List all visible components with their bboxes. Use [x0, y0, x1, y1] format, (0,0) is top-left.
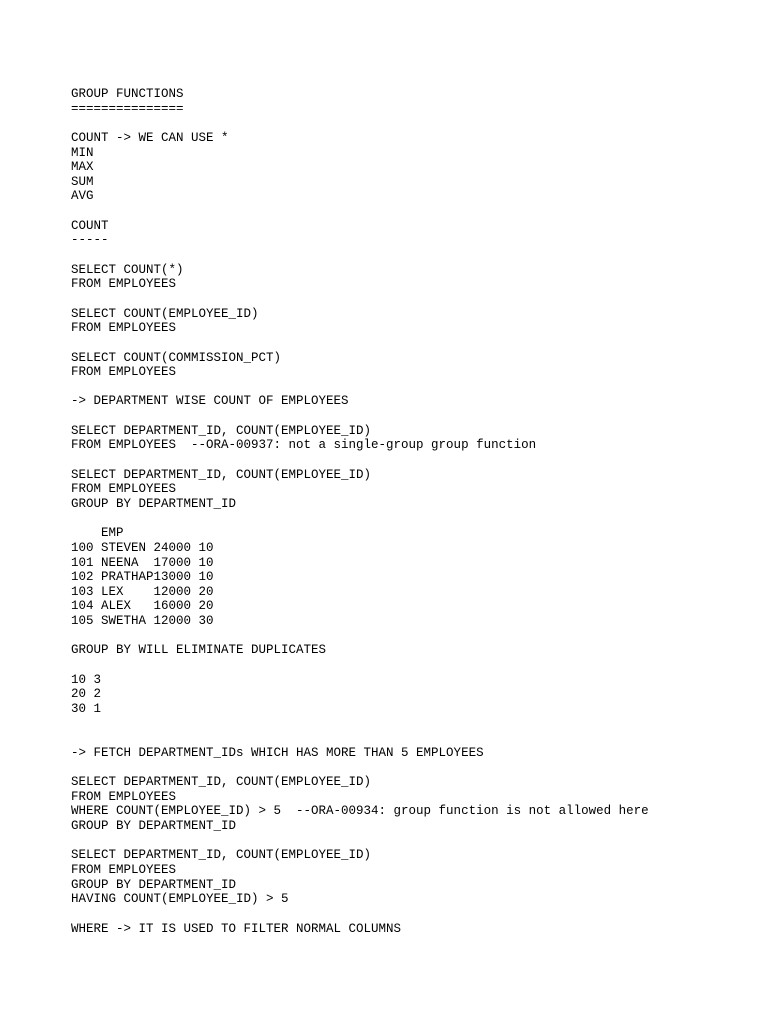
document-line: SELECT COUNT(COMMISSION_PCT)	[71, 350, 282, 365]
document-line: 100 STEVEN 24000 10	[71, 540, 214, 555]
document-line: MAX	[71, 160, 94, 175]
document-line: -----	[71, 233, 109, 248]
document-line: 101 NEENA 17000 10	[71, 555, 214, 570]
document-line	[71, 409, 649, 424]
document-line	[71, 453, 649, 468]
document-line: WHERE -> IT IS USED TO FILTER NORMAL COLUMNS	[71, 921, 402, 936]
document-line: FROM EMPLOYEES	[71, 277, 177, 292]
document-line: -> DEPARTMENT WISE COUNT OF EMPLOYEES	[71, 394, 349, 409]
document-line	[71, 658, 649, 673]
document-text	[71, 87, 649, 936]
document-line: SELECT DEPARTMENT_ID, COUNT(EMPLOYEE_ID)	[71, 848, 372, 863]
document-line: GROUP BY DEPARTMENT_ID	[71, 877, 237, 892]
document-line	[71, 717, 649, 732]
document-line: SELECT DEPARTMENT_ID, COUNT(EMPLOYEE_ID)	[71, 467, 372, 482]
document-line: ===============	[71, 101, 184, 116]
document-line	[71, 512, 649, 527]
document-line: SELECT COUNT(*)	[71, 262, 184, 277]
document-line	[71, 907, 649, 922]
document-line: 30 1	[71, 701, 102, 716]
document-line: MIN	[71, 145, 94, 160]
document-line	[71, 116, 649, 131]
document-line: COUNT -> WE CAN USE *	[71, 130, 229, 145]
document-line: 105 SWETHA 12000 30	[71, 614, 214, 629]
document-line	[71, 629, 649, 644]
document-line: FROM EMPLOYEES	[71, 365, 177, 380]
document-line	[71, 834, 649, 849]
document-line	[71, 292, 649, 307]
document-line: 103 LEX 12000 20	[71, 584, 214, 599]
document-line: SELECT COUNT(EMPLOYEE_ID)	[71, 306, 259, 321]
document-line: 102 PRATHAP13000 10	[71, 570, 214, 585]
document-line: AVG	[71, 189, 94, 204]
document-line: FROM EMPLOYEES	[71, 321, 177, 336]
document-line: -> FETCH DEPARTMENT_IDs WHICH HAS MORE THAN 5 EMPLOYEES	[71, 745, 484, 760]
document-line	[71, 380, 649, 395]
document-line: FROM EMPLOYEES --ORA-00937: not a single-group group function	[71, 438, 537, 453]
document-line: SELECT DEPARTMENT_ID, COUNT(EMPLOYEE_ID)	[71, 423, 372, 438]
document-line: GROUP BY DEPARTMENT_ID	[71, 496, 237, 511]
document-line: GROUP BY DEPARTMENT_ID	[71, 819, 237, 834]
document-line: COUNT	[71, 218, 109, 233]
document-line: EMP	[71, 526, 124, 541]
document-line: 104 ALEX 16000 20	[71, 599, 214, 614]
document-line	[71, 248, 649, 263]
document-line: HAVING COUNT(EMPLOYEE_ID) > 5	[71, 892, 289, 907]
document-line	[71, 336, 649, 351]
document-line: FROM EMPLOYEES	[71, 482, 177, 497]
document-line	[71, 204, 649, 219]
document-line	[71, 760, 649, 775]
document-line: SUM	[71, 174, 94, 189]
document-line: FROM EMPLOYEES	[71, 862, 177, 877]
document-line: FROM EMPLOYEES	[71, 789, 177, 804]
document-line: WHERE COUNT(EMPLOYEE_ID) > 5 --ORA-00934: group function is not allowed here	[71, 804, 649, 819]
document-line: GROUP FUNCTIONS	[71, 87, 184, 101]
document-line: 10 3	[71, 672, 102, 687]
document-line: GROUP BY WILL ELIMINATE DUPLICATES	[71, 643, 327, 658]
document-line: 20 2	[71, 687, 102, 702]
document-line	[71, 731, 649, 746]
document-line: SELECT DEPARTMENT_ID, COUNT(EMPLOYEE_ID)	[71, 775, 372, 790]
